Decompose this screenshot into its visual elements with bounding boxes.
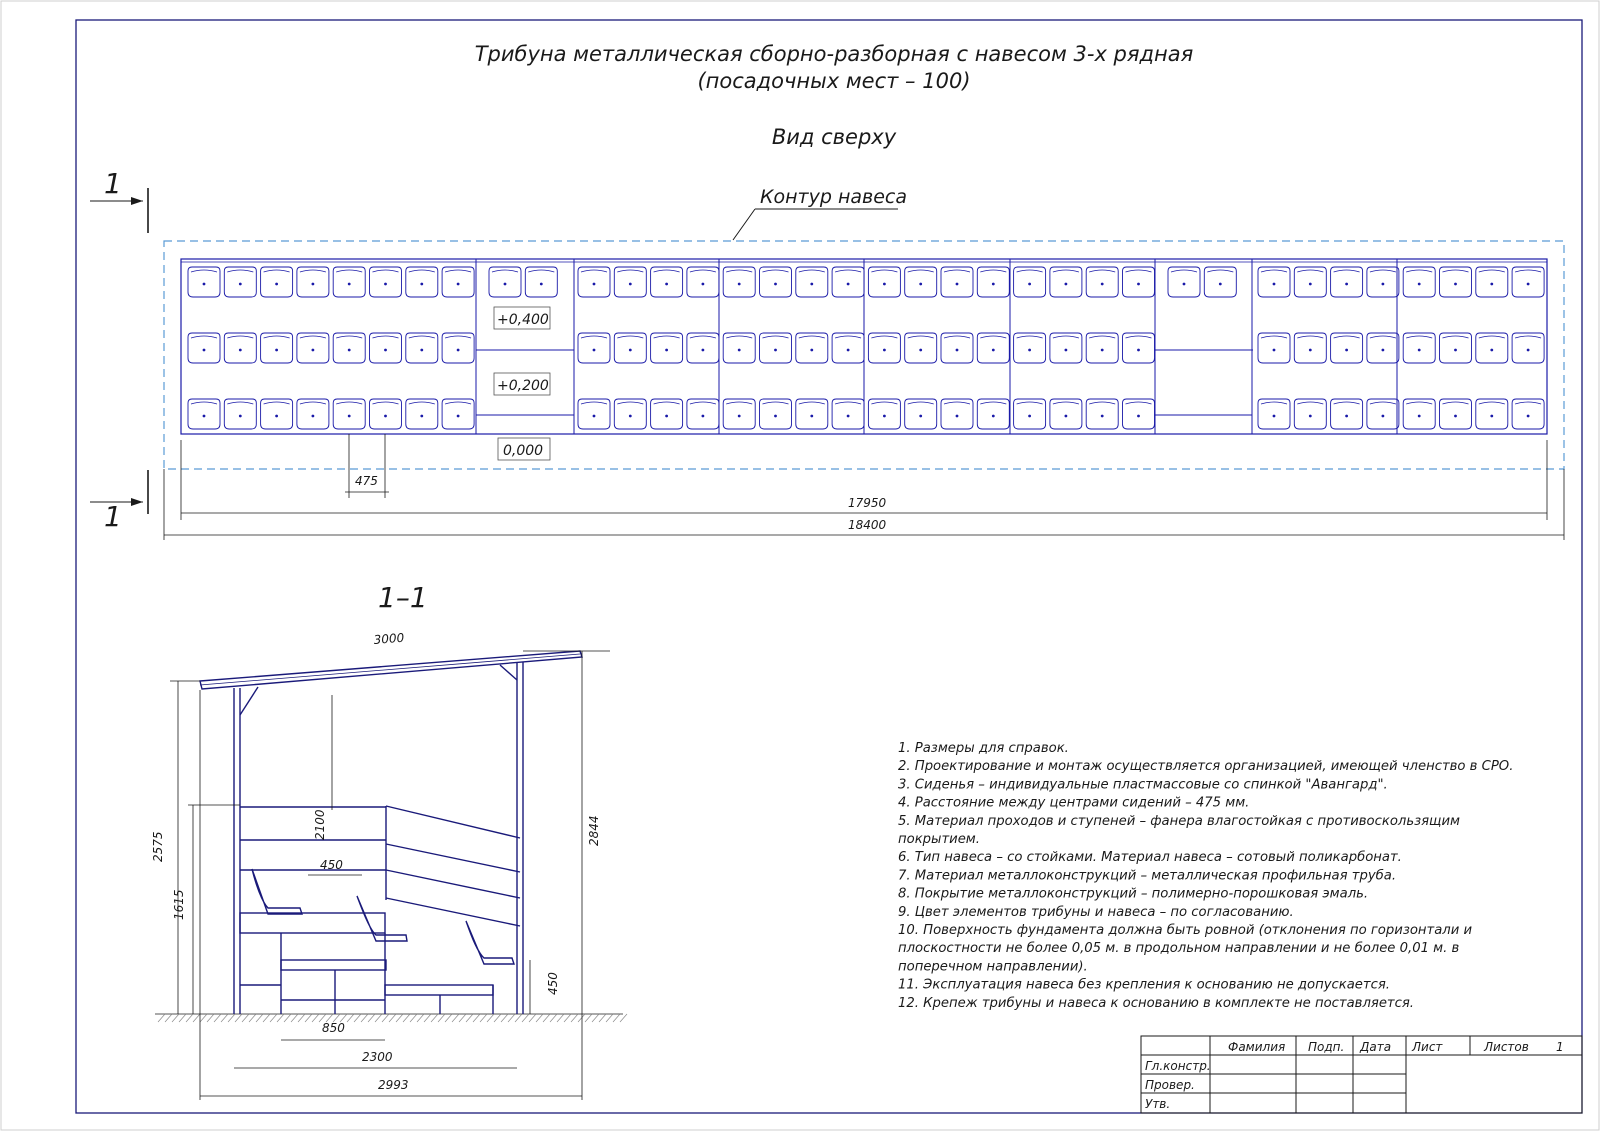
drawing-title-line1: Трибуна металлическая сборно-разборная с навесом 3-х рядная [474, 42, 1194, 66]
note-line: плоскостности не более 0,05 м. в продольном направлении и не более 0,01 м. в [898, 941, 1460, 957]
seat [297, 399, 329, 429]
seat [1123, 399, 1155, 429]
seat [1014, 267, 1046, 297]
note-line: 8. Покрытие металлоконструкций – полимерно-порошковая эмаль. [898, 886, 1369, 902]
seat [760, 267, 792, 297]
seat [723, 399, 755, 429]
seat [1050, 267, 1082, 297]
note-line: 12. Крепеж трибуны и навеса к основанию в комплекте не поставляется. [898, 995, 1414, 1011]
seat [796, 267, 828, 297]
seat [297, 333, 329, 363]
seat [1512, 333, 1544, 363]
seat [977, 267, 1009, 297]
seat [224, 267, 256, 297]
title-block-approved: Утв. [1145, 1097, 1171, 1111]
seat [941, 267, 973, 297]
note-line: поперечном направлении). [898, 959, 1088, 975]
title-block-surname: Фамилия [1228, 1040, 1286, 1054]
seat [796, 333, 828, 363]
note-line: 2. Проектирование и монтаж осуществляется организацией, имеющей членство в СРО. [898, 759, 1514, 775]
note-line: 3. Сиденья – индивидуальные пластмассовые со спинкой "Авангард". [898, 777, 1388, 793]
view-title: Вид сверху [771, 125, 897, 149]
seat [1123, 267, 1155, 297]
seat [941, 333, 973, 363]
seat [188, 333, 220, 363]
seat [1476, 399, 1508, 429]
note-line: 1. Размеры для справок. [898, 741, 1069, 756]
dim-depth-inner: 2300 [362, 1050, 393, 1064]
seat [1204, 267, 1236, 297]
seat [261, 399, 293, 429]
seat [333, 399, 365, 429]
seat [370, 267, 402, 297]
canopy-leader [733, 186, 907, 240]
seat [224, 333, 256, 363]
seat [1403, 267, 1435, 297]
seat [1294, 399, 1326, 429]
seat [1476, 267, 1508, 297]
seat [687, 333, 719, 363]
level-mark-0200: +0,200 [497, 378, 549, 394]
dim-row-height: 1615 [172, 889, 186, 920]
dim-step-height: 450 [546, 972, 560, 995]
seat [1403, 399, 1435, 429]
note-line: 11. Эксплуатация навеса без крепления к основанию не допускается. [898, 977, 1390, 993]
seat [333, 333, 365, 363]
seat-grid [188, 267, 1544, 429]
title-block-sheet: Лист [1412, 1040, 1443, 1054]
section-mark-top-label: 1 [104, 167, 122, 200]
seat [1086, 333, 1118, 363]
level-mark-0000: 0,000 [503, 443, 544, 459]
seat [261, 267, 293, 297]
seat [578, 267, 610, 297]
dim-depth-outer: 2993 [378, 1078, 409, 1092]
note-line: 10. Поверхность фундамента должна быть ровной (отклонения по горизонтали и [898, 923, 1473, 938]
seat [188, 267, 220, 297]
seat [1440, 267, 1472, 297]
seat [1512, 399, 1544, 429]
seat [525, 267, 557, 297]
seat [224, 399, 256, 429]
level-marks [494, 307, 550, 460]
seat [1512, 267, 1544, 297]
seat [1403, 333, 1435, 363]
dim-inner-length: 17950 [848, 496, 887, 510]
seat [1476, 333, 1508, 363]
seat [370, 333, 402, 363]
note-line: 6. Тип навеса – со стойками. Материал навеса – сотовый поликарбонат. [898, 850, 1402, 866]
seat [977, 333, 1009, 363]
title-block-sheets: Листов [1484, 1040, 1529, 1054]
seat [760, 399, 792, 429]
seat [868, 267, 900, 297]
seat [442, 399, 474, 429]
section-view [155, 651, 627, 1022]
seat [687, 267, 719, 297]
seat [370, 399, 402, 429]
seat [1258, 267, 1290, 297]
seat [406, 267, 438, 297]
seat [796, 399, 828, 429]
seat [905, 399, 937, 429]
seat [760, 333, 792, 363]
canopy-label: Контур навеса [760, 186, 907, 208]
section-mark-bottom [90, 470, 148, 533]
dim-base-step: 850 [322, 1021, 345, 1035]
seat [297, 267, 329, 297]
seat [578, 333, 610, 363]
seat [188, 399, 220, 429]
seat [905, 333, 937, 363]
title-block-date: Дата [1360, 1040, 1392, 1054]
seat [614, 399, 646, 429]
seat [1050, 399, 1082, 429]
seat [1440, 333, 1472, 363]
note-line: покрытием. [898, 832, 980, 847]
section-mark-top [90, 167, 148, 233]
seat [723, 267, 755, 297]
seat [687, 399, 719, 429]
seat [1294, 333, 1326, 363]
seat [406, 399, 438, 429]
seat [651, 399, 683, 429]
seat [905, 267, 937, 297]
seat [1367, 267, 1399, 297]
seat [1168, 267, 1200, 297]
seat [333, 267, 365, 297]
seat [1294, 267, 1326, 297]
dim-height-right: 2844 [587, 815, 601, 846]
note-line: 7. Материал металлоконструкций – металлическая профильная труба. [898, 868, 1397, 884]
seat [1086, 399, 1118, 429]
seat [614, 333, 646, 363]
note-line: 4. Расстояние между центрами сидений – 475 мм. [898, 795, 1250, 811]
dim-canopy-length: 3000 [373, 630, 405, 647]
seat [489, 267, 521, 297]
dim-clear-height: 2100 [313, 809, 327, 840]
seat [1440, 399, 1472, 429]
dim-step-depth: 450 [320, 858, 343, 872]
seat [1258, 399, 1290, 429]
seat [261, 333, 293, 363]
seat [1331, 267, 1363, 297]
seat [832, 399, 864, 429]
seat [578, 399, 610, 429]
seat [1367, 399, 1399, 429]
title-block-checked: Провер. [1145, 1078, 1195, 1092]
seat [1014, 333, 1046, 363]
section-mark-bottom-label: 1 [104, 500, 122, 533]
seat [406, 333, 438, 363]
title-block-chief-designer: Гл.констр. [1145, 1059, 1211, 1073]
seat [723, 333, 755, 363]
section-dimensions [170, 651, 610, 1100]
title-block-signature: Подп. [1308, 1040, 1345, 1054]
seat [977, 399, 1009, 429]
drawing-title-line2: (посадочных мест – 100) [697, 69, 971, 93]
title-block-sheets-count: 1 [1556, 1040, 1564, 1054]
seat [1050, 333, 1082, 363]
general-notes [898, 741, 1513, 1011]
seat [1367, 333, 1399, 363]
note-line: 5. Материал проходов и ступеней – фанера влагостойкая с противоскользящим [898, 813, 1461, 829]
note-line: 9. Цвет элементов трибуны и навеса – по согласованию. [898, 904, 1294, 920]
seat [1258, 333, 1290, 363]
seat [868, 399, 900, 429]
seat [1331, 399, 1363, 429]
level-mark-0400: +0,400 [497, 312, 549, 328]
seat [1331, 333, 1363, 363]
seat [614, 267, 646, 297]
seat [1014, 399, 1046, 429]
seat [868, 333, 900, 363]
dim-outer-length: 18400 [848, 518, 887, 532]
seat [1123, 333, 1155, 363]
seat [832, 267, 864, 297]
seat [941, 399, 973, 429]
seat [832, 333, 864, 363]
dim-seat-pitch: 475 [355, 474, 378, 488]
seat [1086, 267, 1118, 297]
seat [442, 333, 474, 363]
seat [442, 267, 474, 297]
section-title: 1–1 [378, 581, 428, 614]
seat [651, 333, 683, 363]
seat [651, 267, 683, 297]
dim-height-left: 2575 [151, 831, 165, 862]
